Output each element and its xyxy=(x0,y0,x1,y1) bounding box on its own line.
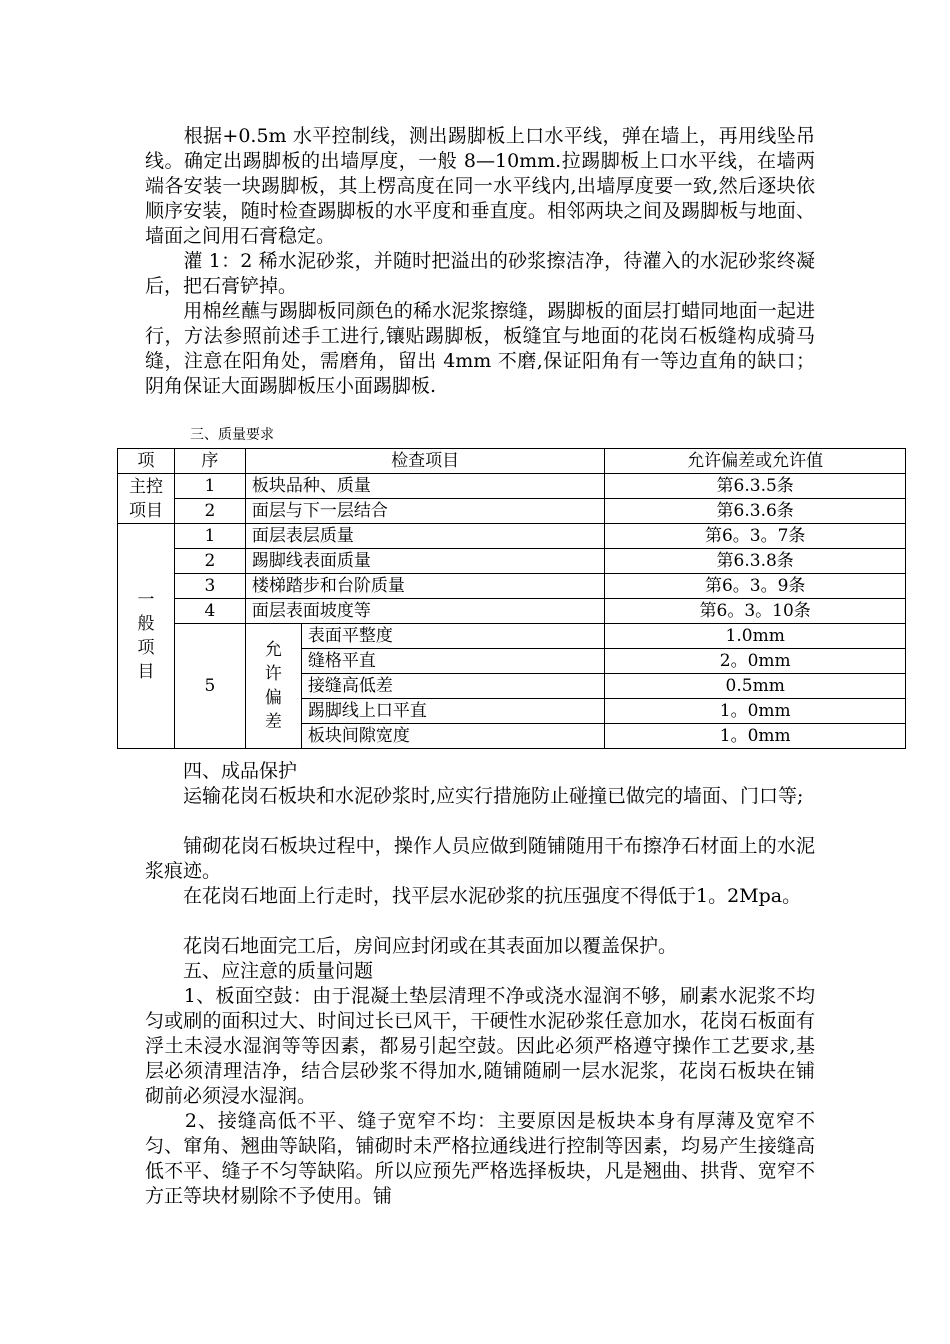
table-header-row xyxy=(118,449,906,474)
tolerance-item: 缝格平直 xyxy=(301,649,605,674)
paragraph-joint-wipe: 用棉丝蘸与踢脚板同颜色的稀水泥浆擦缝，踢脚板的面层打蜡同地面一起进行，方法参照前述手工进行,镶贴踢脚板，板缝宜与地面的花岗石板缝构成骑马缝，注意在阳角处，需磨角，留出 4mm 不磨,保证阳角有一等边直角的缺口；阴角保证大面踢脚板压小面踢脚板. xyxy=(145,300,815,397)
general-items-label: 一般项目 xyxy=(118,524,175,749)
tolerance-no: 5 xyxy=(174,624,245,749)
row-no: 3 xyxy=(174,574,245,599)
row-no: 1 xyxy=(174,524,245,549)
tolerance-item: 板块间隙宽度 xyxy=(301,724,605,749)
paragraph-grout: 灌 1：2 稀水泥砂浆，并随时把溢出的砂浆擦洁净，待灌入的水泥砂浆终凝后，把石膏铲掉。 xyxy=(145,250,815,297)
protection-item: 铺砌花岗石板块过程中，操作人员应做到随铺随用干布擦净石材面上的水泥浆痕迹。 xyxy=(145,835,815,882)
tolerance-value: 1。0mm xyxy=(605,699,906,724)
tolerance-item: 表面平整度 xyxy=(301,624,605,649)
quality-issue-item: 2、接缝高低不平、缝子宽窄不均：主要原因是板块本身有厚薄及宽窄不匀、窜角、翘曲等缺陷，铺砌时未严格拉通线进行控制等因素，均易产生接缝高低不平、缝子不匀等缺陷。所以应预先严格选择板块，凡是翘曲、拱背、宽窄不方正等块材剔除不予使用。铺 xyxy=(145,1110,815,1207)
table-row xyxy=(118,499,906,524)
row-item: 面层表层质量 xyxy=(245,524,605,549)
main-control-label: 主控项目 xyxy=(118,474,175,524)
table-row xyxy=(118,624,906,649)
tolerance-value: 1。0mm xyxy=(605,724,906,749)
table-row xyxy=(118,474,906,499)
quality-issue-item: 1、板面空鼓：由于混凝土垫层清理不净或浇水湿润不够，刷素水泥浆不均匀或刷的面积过大、时间过长已风干，干硬性水泥砂浆任意加水，花岗石板面有浮土未浸水湿润等等因素，都易引起空鼓。因此必须严格遵守操作工艺要求,基层必须清理洁净，结合层砂浆不得加水,随铺随刷一层水泥浆，花岗石板块在铺砌前必须浸水湿润。 xyxy=(145,985,815,1107)
protection-item: 运输花岗石板块和水泥砂浆时,应实行措施防止碰撞已做完的墙面、门口等; xyxy=(145,785,804,807)
row-no: 2 xyxy=(174,549,245,574)
quality-table xyxy=(117,448,906,749)
tolerance-value: 2。0mm xyxy=(605,649,906,674)
row-value: 第6。3。9条 xyxy=(605,574,906,599)
row-item: 面层表面坡度等 xyxy=(245,599,605,624)
header-check-item: 检查项目 xyxy=(245,449,605,474)
table-row xyxy=(118,549,906,574)
header-category: 项 xyxy=(118,449,175,474)
table-row xyxy=(118,599,906,624)
tolerance-value: 1.0mm xyxy=(605,624,906,649)
row-value: 第6.3.8条 xyxy=(605,549,906,574)
protection-item: 花岗石地面完工后，房间应封闭或在其表面加以覆盖保护。 xyxy=(145,935,678,957)
section-title-quality-issues: 五、应注意的质量问题 xyxy=(145,960,374,982)
header-allowance: 允许偏差或允许值 xyxy=(605,449,906,474)
protection-item: 在花岗石地面上行走时，找平层水泥砂浆的抗压强度不得低于1。2Mpa。 xyxy=(145,885,802,907)
tolerance-item: 踢脚线上口平直 xyxy=(301,699,605,724)
table-row xyxy=(118,574,906,599)
table-caption: 三、质量要求 xyxy=(190,427,274,443)
row-value: 第6.3.6条 xyxy=(605,499,906,524)
row-value: 第6.3.5条 xyxy=(605,474,906,499)
paragraph-baseboard-install: 根据+0.5m 水平控制线，测出踢脚板上口水平线，弹在墙上，再用线坠吊线。确定出踢脚板的出墙厚度，一般 8—10mm.拉踢脚板上口水平线，在墙两端各安装一块踢脚板，其上楞高度在同一水平线内,出墙厚度要一致,然后逐块依顺序安装，随时检查踢脚板的水平度和垂直度。相邻两块之间及踢脚板与地面、墙面之间用石膏稳定。 xyxy=(145,125,815,247)
row-no: 4 xyxy=(174,599,245,624)
tolerance-item: 接缝高低差 xyxy=(301,674,605,699)
row-item: 楼梯踏步和台阶质量 xyxy=(245,574,605,599)
header-seq: 序 xyxy=(174,449,245,474)
tolerance-value: 0.5mm xyxy=(605,674,906,699)
row-item: 踢脚线表面质量 xyxy=(245,549,605,574)
table-row xyxy=(118,524,906,549)
tolerance-label: 允许偏差 xyxy=(245,624,301,749)
row-no: 2 xyxy=(174,499,245,524)
row-item: 板块品种、质量 xyxy=(245,474,605,499)
row-value: 第6。3。7条 xyxy=(605,524,906,549)
row-no: 1 xyxy=(174,474,245,499)
section-title-protection: 四、成品保护 xyxy=(145,760,298,782)
row-item: 面层与下一层结合 xyxy=(245,499,605,524)
row-value: 第6。3。10条 xyxy=(605,599,906,624)
